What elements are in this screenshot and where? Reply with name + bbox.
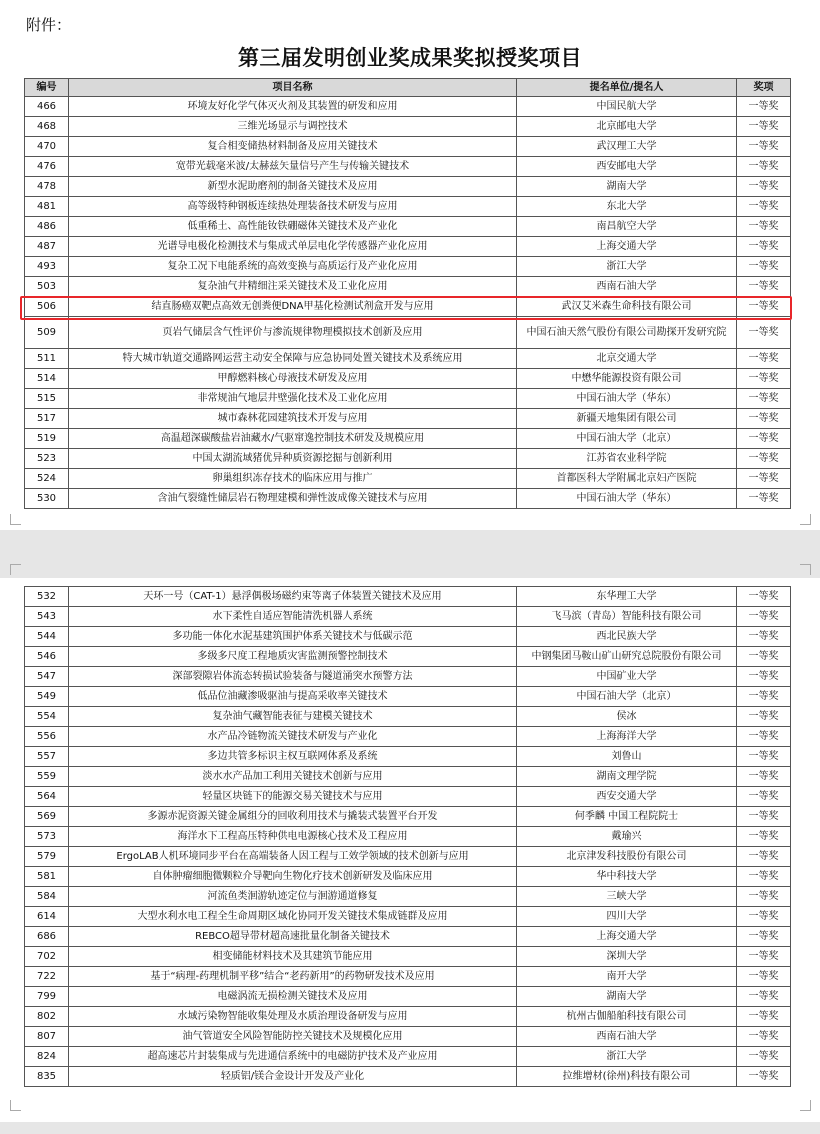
cell-nominator: 北京交通大学 (517, 349, 737, 369)
table-row (25, 747, 791, 767)
cell-number: 523 (25, 449, 69, 469)
table-row (25, 1067, 791, 1087)
table-row (25, 489, 791, 509)
cell-nominator: 中国民航大学 (517, 97, 737, 117)
cell-project-name: 多功能一体化水泥基建筑围护体系关键技术与低碳示范 (69, 627, 517, 647)
cell-award: 一等奖 (737, 627, 791, 647)
cell-project-name: 卵巢组织冻存技术的临床应用与推广 (69, 469, 517, 489)
table-row (25, 317, 791, 349)
cell-number: 802 (25, 1007, 69, 1027)
cell-number: 722 (25, 967, 69, 987)
table-header-row (25, 79, 791, 97)
cell-number: 519 (25, 429, 69, 449)
cell-number: 554 (25, 707, 69, 727)
cell-number: 614 (25, 907, 69, 927)
cell-project-name: 深部裂隙岩体流态转损试验装备与隧道涌突水预警方法 (69, 667, 517, 687)
cell-nominator: 杭州古伽船舶科技有限公司 (517, 1007, 737, 1027)
table-row (25, 887, 791, 907)
cell-nominator: 三峡大学 (517, 887, 737, 907)
cell-project-name: 大型水利水电工程全生命周期区域化协同开发关键技术集成链群及应用 (69, 907, 517, 927)
table-row (25, 727, 791, 747)
cell-nominator: 武汉艾米森生命科技有限公司 (517, 297, 737, 317)
cell-number: 476 (25, 157, 69, 177)
cell-nominator: 西安邮电大学 (517, 157, 737, 177)
cell-nominator: 东华理工大学 (517, 587, 737, 607)
cell-project-name: 宽带光载毫米波/太赫兹矢量信号产生与传输关键技术 (69, 157, 517, 177)
cell-award: 一等奖 (737, 489, 791, 509)
cell-nominator: 首都医科大学附属北京妇产医院 (517, 469, 737, 489)
cell-project-name: 复杂油气藏智能表征与建模关键技术 (69, 707, 517, 727)
cell-number: 579 (25, 847, 69, 867)
table-row (25, 707, 791, 727)
cell-award: 一等奖 (737, 707, 791, 727)
cell-award: 一等奖 (737, 409, 791, 429)
cell-award: 一等奖 (737, 907, 791, 927)
table-row (25, 1047, 791, 1067)
cell-nominator: 中国石油天然气股份有限公司勘探开发研究院 (517, 317, 737, 349)
cell-nominator: 华中科技大学 (517, 867, 737, 887)
cell-award: 一等奖 (737, 987, 791, 1007)
table-row (25, 389, 791, 409)
cell-nominator: 东北大学 (517, 197, 737, 217)
table-row (25, 97, 791, 117)
cell-number: 503 (25, 277, 69, 297)
table-row (25, 277, 791, 297)
cell-project-name: 水域污染物智能收集处理及水质治理设备研发与应用 (69, 1007, 517, 1027)
table-row (25, 297, 791, 317)
cell-number: 524 (25, 469, 69, 489)
table-row (25, 687, 791, 707)
cell-number: 557 (25, 747, 69, 767)
cell-number: 530 (25, 489, 69, 509)
cell-award: 一等奖 (737, 1007, 791, 1027)
cell-award: 一等奖 (737, 1047, 791, 1067)
cell-number: 487 (25, 237, 69, 257)
cell-nominator: 中懋华能源投资有限公司 (517, 369, 737, 389)
cell-number: 573 (25, 827, 69, 847)
cell-number: 468 (25, 117, 69, 137)
cell-project-name: 多源赤泥资源关键金属组分的回收利用技术与撬装式装置平台开发 (69, 807, 517, 827)
cell-award: 一等奖 (737, 587, 791, 607)
cell-award: 一等奖 (737, 947, 791, 967)
cell-number: 559 (25, 767, 69, 787)
cell-number: 824 (25, 1047, 69, 1067)
cell-project-name: 甲醇燃料核心母液技术研发及应用 (69, 369, 517, 389)
document-title: 第三届发明创业奖成果奖拟授奖项目 (238, 46, 582, 70)
cell-project-name: 含油气裂缝性储层岩石物理建模和弹性波成像关键技术与应用 (69, 489, 517, 509)
cell-number: 506 (25, 297, 69, 317)
table-row (25, 349, 791, 369)
table-row (25, 947, 791, 967)
cell-award: 一等奖 (737, 827, 791, 847)
table-row (25, 197, 791, 217)
cell-number: 546 (25, 647, 69, 667)
cell-project-name: 环境友好化学气体灭火剂及其装置的研发和应用 (69, 97, 517, 117)
cell-award: 一等奖 (737, 429, 791, 449)
cell-number: 478 (25, 177, 69, 197)
cell-project-name: 城市森林花园建筑技术开发与应用 (69, 409, 517, 429)
cell-nominator: 西南石油大学 (517, 277, 737, 297)
cell-award: 一等奖 (737, 97, 791, 117)
cell-project-name: 水下柔性自适应智能清洗机器人系统 (69, 607, 517, 627)
cell-project-name: REBCO超导带材超高速批量化制备关键技术 (69, 927, 517, 947)
table-row (25, 217, 791, 237)
award-table-page-1 (24, 78, 791, 509)
cell-project-name: 高等级特种钢板连续热处理装备技术研发与应用 (69, 197, 517, 217)
table-row (25, 927, 791, 947)
cell-award: 一等奖 (737, 747, 791, 767)
table-row (25, 867, 791, 887)
cell-project-name: 多边共管多标识主权互联网体系及系统 (69, 747, 517, 767)
table-row (25, 627, 791, 647)
cell-project-name: 三维光场显示与调控技术 (69, 117, 517, 137)
cell-project-name: 轻质铝/镁合金设计开发及产业化 (69, 1067, 517, 1087)
cell-number: 543 (25, 607, 69, 627)
cell-project-name: 河流鱼类洄游轨迹定位与洄游通道修复 (69, 887, 517, 907)
cell-project-name: ErgoLAB人机环境同步平台在高端装备人因工程与工效学领域的技术创新与应用 (69, 847, 517, 867)
cell-nominator: 侯冰 (517, 707, 737, 727)
cell-award: 一等奖 (737, 117, 791, 137)
cell-award: 一等奖 (737, 237, 791, 257)
cell-number: 481 (25, 197, 69, 217)
table-row (25, 177, 791, 197)
cell-award: 一等奖 (737, 217, 791, 237)
cell-project-name: 复合相变储热材料制备及应用关键技术 (69, 137, 517, 157)
cell-nominator: 南开大学 (517, 967, 737, 987)
cell-number: 549 (25, 687, 69, 707)
cell-award: 一等奖 (737, 807, 791, 827)
cell-nominator: 浙江大学 (517, 1047, 737, 1067)
cell-number: 544 (25, 627, 69, 647)
cell-nominator: 刘鲁山 (517, 747, 737, 767)
table-row (25, 667, 791, 687)
cell-award: 一等奖 (737, 1067, 791, 1087)
cell-nominator: 四川大学 (517, 907, 737, 927)
table-row (25, 807, 791, 827)
cell-project-name: 页岩气储层含气性评价与渗流规律物理模拟技术创新及应用 (69, 317, 517, 349)
cell-award: 一等奖 (737, 767, 791, 787)
cell-award: 一等奖 (737, 887, 791, 907)
cell-nominator: 北京邮电大学 (517, 117, 737, 137)
cell-project-name: 天环一号（CAT-1）悬浮偶极场磁约束等离子体装置关键技术及应用 (69, 587, 517, 607)
cell-project-name: 电磁涡流无损检测关键技术及应用 (69, 987, 517, 1007)
cell-number: 569 (25, 807, 69, 827)
cell-award: 一等奖 (737, 197, 791, 217)
cell-number: 514 (25, 369, 69, 389)
cell-project-name: 淡水水产品加工利用关键技术创新与应用 (69, 767, 517, 787)
table-row (25, 157, 791, 177)
cell-number: 807 (25, 1027, 69, 1047)
cell-award: 一等奖 (737, 847, 791, 867)
table-row (25, 987, 791, 1007)
cell-nominator: 西安交通大学 (517, 787, 737, 807)
cell-nominator: 武汉理工大学 (517, 137, 737, 157)
cell-number: 517 (25, 409, 69, 429)
table-row (25, 137, 791, 157)
cell-project-name: 水产品冷链物流关键技术研发与产业化 (69, 727, 517, 747)
cell-nominator: 湖南大学 (517, 987, 737, 1007)
col-header-project-name: 项目名称 (69, 79, 517, 97)
document-page-1 (0, 0, 820, 530)
cell-award: 一等奖 (737, 687, 791, 707)
cell-award: 一等奖 (737, 157, 791, 177)
cell-nominator: 上海交通大学 (517, 927, 737, 947)
cell-number: 515 (25, 389, 69, 409)
cell-award: 一等奖 (737, 927, 791, 947)
table-row (25, 587, 791, 607)
table-row (25, 967, 791, 987)
cell-project-name: 超高速芯片封装集成与先进通信系统中的电磁防护技术及产业应用 (69, 1047, 517, 1067)
table-row (25, 607, 791, 627)
cell-project-name: 高温超深碳酸盐岩油藏水/气驱窜逸控制技术研发及规模应用 (69, 429, 517, 449)
page-corner-mark (10, 564, 21, 575)
cell-award: 一等奖 (737, 449, 791, 469)
page-gap (0, 530, 820, 578)
cell-project-name: 轻量区块链下的能源交易关键技术与应用 (69, 787, 517, 807)
page-corner-mark (800, 1100, 811, 1111)
table-row (25, 369, 791, 389)
cell-project-name: 低重稀土、高性能钕铁硼磁体关键技术及产业化 (69, 217, 517, 237)
table-row (25, 409, 791, 429)
cell-project-name: 特大城市轨道交通路网运营主动安全保障与应急协同处置关键技术及系统应用 (69, 349, 517, 369)
cell-nominator: 中国矿业大学 (517, 667, 737, 687)
cell-project-name: 低品位油藏渗吸驱油与提高采收率关键技术 (69, 687, 517, 707)
cell-nominator: 中国石油大学（北京） (517, 687, 737, 707)
table-row (25, 827, 791, 847)
cell-project-name: 海洋水下工程高压特种供电电源核心技术及工程应用 (69, 827, 517, 847)
cell-number: 486 (25, 217, 69, 237)
cell-number: 493 (25, 257, 69, 277)
cell-number: 581 (25, 867, 69, 887)
cell-nominator: 江苏省农业科学院 (517, 449, 737, 469)
cell-project-name: 复杂工况下电能系统的高效变换与高质运行及产业化应用 (69, 257, 517, 277)
cell-nominator: 浙江大学 (517, 257, 737, 277)
cell-project-name: 基于“病理-药理机制平移”结合“老药新用”的药物研发技术及应用 (69, 967, 517, 987)
cell-award: 一等奖 (737, 867, 791, 887)
cell-nominator: 戴瑜兴 (517, 827, 737, 847)
table-row (25, 647, 791, 667)
cell-number: 564 (25, 787, 69, 807)
cell-award: 一等奖 (737, 349, 791, 369)
cell-award: 一等奖 (737, 369, 791, 389)
cell-nominator: 中国石油大学（北京） (517, 429, 737, 449)
cell-nominator: 湖南文理学院 (517, 767, 737, 787)
cell-number: 584 (25, 887, 69, 907)
table-row (25, 1027, 791, 1047)
cell-award: 一等奖 (737, 137, 791, 157)
cell-nominator: 中钢集团马鞍山矿山研究总院股份有限公司 (517, 647, 737, 667)
cell-number: 470 (25, 137, 69, 157)
table-row (25, 907, 791, 927)
cell-nominator: 南昌航空大学 (517, 217, 737, 237)
cell-nominator: 飞马滨（青岛）智能科技有限公司 (517, 607, 737, 627)
cell-award: 一等奖 (737, 1027, 791, 1047)
cell-award: 一等奖 (737, 667, 791, 687)
attachment-label: 附件： (26, 16, 72, 34)
page-corner-mark (10, 514, 21, 525)
table-row (25, 847, 791, 867)
cell-number: 702 (25, 947, 69, 967)
cell-project-name: 多级多尺度工程地质灾害监测预警控制技术 (69, 647, 517, 667)
table-row (25, 1007, 791, 1027)
cell-number: 547 (25, 667, 69, 687)
cell-award: 一等奖 (737, 277, 791, 297)
cell-nominator: 拉维增材(徐州)科技有限公司 (517, 1067, 737, 1087)
cell-project-name: 自体肿瘤细胞微颗粒介导靶向生物化疗技术创新研发及临床应用 (69, 867, 517, 887)
table-row (25, 429, 791, 449)
cell-nominator: 深圳大学 (517, 947, 737, 967)
cell-nominator: 西南石油大学 (517, 1027, 737, 1047)
cell-nominator: 北京津发科技股份有限公司 (517, 847, 737, 867)
cell-project-name: 光谱导电极化检测技术与集成式单层电化学传感器产业化应用 (69, 237, 517, 257)
cell-nominator: 上海海洋大学 (517, 727, 737, 747)
page-corner-mark (800, 564, 811, 575)
cell-nominator: 西北民族大学 (517, 627, 737, 647)
cell-award: 一等奖 (737, 967, 791, 987)
table-row (25, 449, 791, 469)
cell-nominator: 新疆天地集团有限公司 (517, 409, 737, 429)
cell-number: 799 (25, 987, 69, 1007)
cell-project-name: 中国太湖流域猪优异种质资源挖掘与创新利用 (69, 449, 517, 469)
col-header-award: 奖项 (737, 79, 791, 97)
table-row (25, 237, 791, 257)
table-row (25, 787, 791, 807)
cell-nominator: 中国石油大学（华东） (517, 389, 737, 409)
cell-award: 一等奖 (737, 317, 791, 349)
cell-award: 一等奖 (737, 469, 791, 489)
page-corner-mark (800, 514, 811, 525)
cell-award: 一等奖 (737, 607, 791, 627)
cell-project-name: 结直肠癌双靶点高效无创粪便DNA甲基化检测试剂盒开发与应用 (69, 297, 517, 317)
table-row (25, 469, 791, 489)
cell-award: 一等奖 (737, 647, 791, 667)
cell-project-name: 非常规油气地层井壁强化技术及工业化应用 (69, 389, 517, 409)
page-corner-mark (10, 1100, 21, 1111)
cell-nominator: 湖南大学 (517, 177, 737, 197)
cell-number: 556 (25, 727, 69, 747)
cell-number: 511 (25, 349, 69, 369)
table-row (25, 767, 791, 787)
cell-number: 532 (25, 587, 69, 607)
col-header-number: 编号 (25, 79, 69, 97)
cell-number: 835 (25, 1067, 69, 1087)
award-table-page-2 (24, 586, 791, 1087)
cell-award: 一等奖 (737, 177, 791, 197)
table-row (25, 117, 791, 137)
cell-award: 一等奖 (737, 257, 791, 277)
cell-nominator: 中国石油大学（华东） (517, 489, 737, 509)
cell-nominator: 何季麟 中国工程院院士 (517, 807, 737, 827)
cell-project-name: 油气管道安全风险智能防控关键技术及规模化应用 (69, 1027, 517, 1047)
document-page-2 (0, 578, 820, 1134)
cell-award: 一等奖 (737, 389, 791, 409)
cell-project-name: 新型水泥助磨剂的制备关键技术及应用 (69, 177, 517, 197)
table-row (25, 257, 791, 277)
cell-project-name: 相变储能材料技术及其建筑节能应用 (69, 947, 517, 967)
cell-project-name: 复杂油气井精细注采关键技术及工业化应用 (69, 277, 517, 297)
cell-number: 466 (25, 97, 69, 117)
page-gap (0, 1122, 820, 1134)
cell-nominator: 上海交通大学 (517, 237, 737, 257)
cell-number: 509 (25, 317, 69, 349)
cell-award: 一等奖 (737, 787, 791, 807)
cell-award: 一等奖 (737, 727, 791, 747)
col-header-nominator: 提名单位/提名人 (517, 79, 737, 97)
cell-award: 一等奖 (737, 297, 791, 317)
cell-number: 686 (25, 927, 69, 947)
